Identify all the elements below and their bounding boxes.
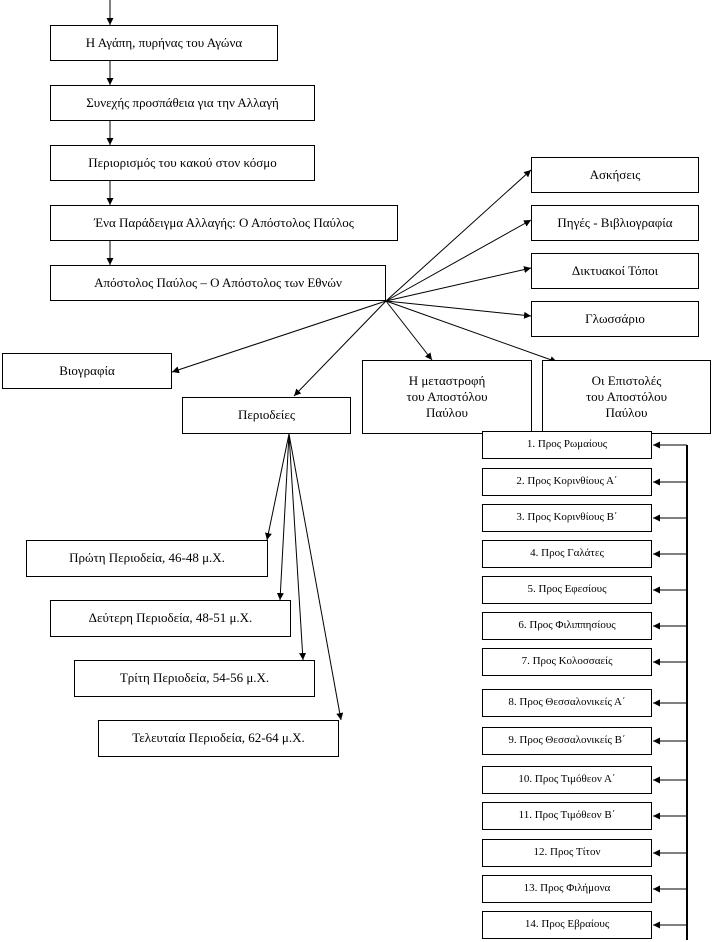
epistle-item[interactable]: 14. Προς Εβραίους bbox=[482, 911, 652, 939]
epistle-item[interactable]: 8. Προς Θεσσαλονικείς Α΄ bbox=[482, 689, 652, 717]
node-apostle-of-nations[interactable]: Απόστολος Παύλος – Ο Απόστολος των Εθνών bbox=[50, 265, 386, 301]
epistle-item[interactable]: 10. Προς Τιμόθεον Α΄ bbox=[482, 766, 652, 794]
epistle-item[interactable]: 12. Προς Τίτον bbox=[482, 839, 652, 867]
arrow-to-biography bbox=[172, 301, 386, 372]
journey-second[interactable]: Δεύτερη Περιοδεία, 48-51 μ.Χ. bbox=[50, 600, 291, 637]
arrow-to-sources bbox=[386, 220, 531, 301]
epistle-item[interactable]: 11. Προς Τιμόθεον Β΄ bbox=[482, 802, 652, 830]
node-love-core[interactable]: Η Αγάπη, πυρήνας του Αγώνα bbox=[50, 25, 278, 61]
arrow-to-websites bbox=[386, 268, 531, 301]
arrow-to-conversion bbox=[386, 301, 432, 360]
arrow-to-journey-2 bbox=[280, 434, 289, 600]
link-sources-bibliography[interactable]: Πηγές - Βιβλιογραφία bbox=[531, 205, 699, 241]
node-conversion[interactable]: Η μεταστροφή του Αποστόλου Παύλου bbox=[362, 360, 532, 434]
epistle-item[interactable]: 13. Προς Φιλήμονα bbox=[482, 875, 652, 903]
epistle-item[interactable]: 4. Προς Γαλάτες bbox=[482, 540, 652, 568]
epistle-item[interactable]: 9. Προς Θεσσαλονικείς Β΄ bbox=[482, 727, 652, 755]
journey-first[interactable]: Πρώτη Περιοδεία, 46-48 μ.Χ. bbox=[26, 540, 268, 577]
node-example-of-change[interactable]: Ένα Παράδειγμα Αλλαγής: Ο Απόστολος Παύλος bbox=[50, 205, 398, 241]
node-continuous-effort[interactable]: Συνεχής προσπάθεια για την Αλλαγή bbox=[50, 85, 315, 121]
epistle-item[interactable]: 1. Προς Ρωμαίους bbox=[482, 431, 652, 459]
epistle-arrows bbox=[653, 445, 687, 925]
link-glossary[interactable]: Γλωσσάριο bbox=[531, 301, 699, 337]
arrow-to-journey-3 bbox=[289, 434, 303, 660]
epistle-item[interactable]: 7. Προς Κολοσσαείς bbox=[482, 648, 652, 676]
link-exercises[interactable]: Ασκήσεις bbox=[531, 157, 699, 193]
epistle-item[interactable]: 3. Προς Κορινθίους Β΄ bbox=[482, 504, 652, 532]
epistle-item[interactable]: 2. Προς Κορινθίους Α΄ bbox=[482, 468, 652, 496]
node-epistles[interactable]: Οι Επιστολές του Αποστόλου Παύλου bbox=[542, 360, 711, 434]
link-websites[interactable]: Δικτυακοί Τόποι bbox=[531, 253, 699, 289]
journey-third[interactable]: Τρίτη Περιοδεία, 54-56 μ.Χ. bbox=[74, 660, 315, 697]
node-biography[interactable]: Βιογραφία bbox=[2, 353, 172, 389]
node-journeys[interactable]: Περιοδείες bbox=[182, 397, 351, 434]
journey-last[interactable]: Τελευταία Περιοδεία, 62-64 μ.Χ. bbox=[98, 720, 339, 757]
epistle-item[interactable]: 5. Προς Εφεσίους bbox=[482, 576, 652, 604]
arrow-to-exercises bbox=[386, 170, 531, 301]
epistle-item[interactable]: 6. Προς Φιλιππησίους bbox=[482, 612, 652, 640]
node-limiting-evil[interactable]: Περιορισμός του κακού στον κόσμο bbox=[50, 145, 315, 181]
